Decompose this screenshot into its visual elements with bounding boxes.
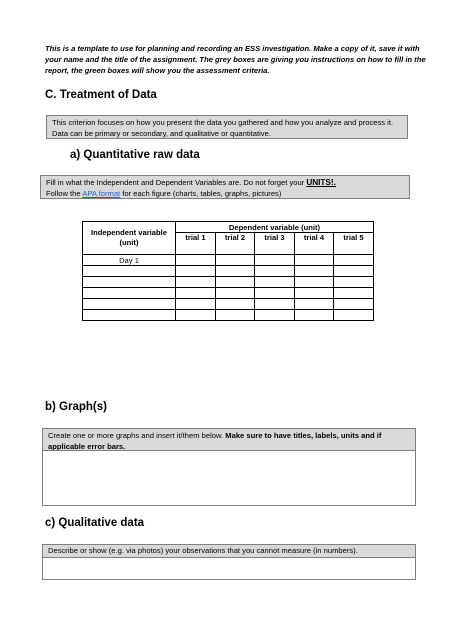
graph-instr-normal: Create one or more graphs and insert it/them below. (48, 431, 226, 440)
dependent-variable-header: Dependent variable (unit) (176, 222, 374, 233)
instr-part2: Follow the (46, 188, 83, 198)
units-emphasis: UNITS!. (306, 178, 336, 187)
table-cell[interactable] (176, 266, 216, 277)
table-cell[interactable] (216, 288, 255, 299)
graph-heading: b) Graph(s) (45, 401, 107, 413)
table-cell[interactable] (176, 299, 216, 310)
table-cell[interactable] (295, 266, 334, 277)
independent-variable-header: Independent variable (unit) (83, 222, 176, 255)
trial-3-header: trial 3 (255, 233, 295, 255)
table-cell[interactable] (334, 299, 374, 310)
table-row (83, 310, 374, 321)
table-cell[interactable] (216, 277, 255, 288)
day-1-label: Day 1 (83, 255, 176, 266)
graph-instr-bold: Make sure to have titles, labels, units and if applicable error bars. (48, 431, 382, 451)
apa-format-link[interactable]: APA format (82, 188, 121, 198)
table-cell[interactable] (255, 277, 295, 288)
quantitative-instruction-box (40, 175, 410, 199)
table-cell[interactable] (334, 255, 374, 266)
trial-5-header: trial 5 (334, 233, 374, 255)
instr-part3: for each figure (charts, tables, graphs, pictures) (120, 188, 282, 198)
table-cell[interactable] (334, 288, 374, 299)
trial-4-header: trial 4 (295, 233, 334, 255)
table-row (83, 277, 374, 288)
instr-part1: Fill in what the Independent and Dependent Variables are. Do not forget your (46, 178, 307, 187)
qualitative-heading: c) Qualitative data (45, 517, 145, 529)
table-row (83, 255, 374, 266)
graph-instruction-box (42, 428, 416, 451)
intro-text: This is a template to use for planning and recording an ESS investigation. Make a copy of it, save it with your name and the title of the assignment. The grey boxes are giving you instructions on how to fill in the report, the green boxes will show you the assessment criteria. (45, 44, 426, 75)
table-cell[interactable] (295, 255, 334, 266)
graph-input-area[interactable] (42, 450, 416, 506)
table-row (83, 266, 374, 277)
table-cell[interactable] (255, 299, 295, 310)
table-row (83, 299, 374, 310)
table-cell[interactable] (216, 299, 255, 310)
table-cell[interactable] (83, 310, 176, 321)
raw-data-table (82, 221, 374, 321)
table-cell[interactable] (83, 299, 176, 310)
table-cell[interactable] (83, 277, 176, 288)
table-row (83, 288, 374, 299)
table-cell[interactable] (334, 277, 374, 288)
criterion-instruction-text: This criterion focuses on how you present the data you gathered and how you analyze and process it. Data can be primary or secondary, and qualitative or quantitative. (52, 118, 394, 138)
table-cell[interactable] (255, 288, 295, 299)
trial-2-header: trial 2 (216, 233, 255, 255)
table-cell[interactable] (255, 255, 295, 266)
quantitative-heading: a) Quantitative raw data (70, 149, 200, 161)
table-cell[interactable] (83, 288, 176, 299)
table-cell[interactable] (216, 255, 255, 266)
trial-1-header: trial 1 (176, 233, 216, 255)
table-cell[interactable] (176, 288, 216, 299)
table-cell[interactable] (176, 255, 216, 266)
table-cell[interactable] (83, 266, 176, 277)
table-cell[interactable] (295, 310, 334, 321)
table-cell[interactable] (295, 277, 334, 288)
qualitative-instruction-box (42, 544, 416, 558)
table-cell[interactable] (176, 277, 216, 288)
criterion-instruction-box (46, 115, 408, 139)
qualitative-instr-text: Describe or show (e.g. via photos) your observations that you cannot measure (in numbers). (48, 546, 358, 555)
table-cell[interactable] (334, 310, 374, 321)
table-cell[interactable] (255, 310, 295, 321)
section-c-heading: C. Treatment of Data (45, 89, 157, 101)
table-cell[interactable] (216, 310, 255, 321)
table-cell[interactable] (334, 266, 374, 277)
table-cell[interactable] (295, 288, 334, 299)
table-cell[interactable] (255, 266, 295, 277)
table-cell[interactable] (176, 310, 216, 321)
table-cell[interactable] (216, 266, 255, 277)
qualitative-input-area[interactable] (42, 557, 416, 580)
table-cell[interactable] (295, 299, 334, 310)
